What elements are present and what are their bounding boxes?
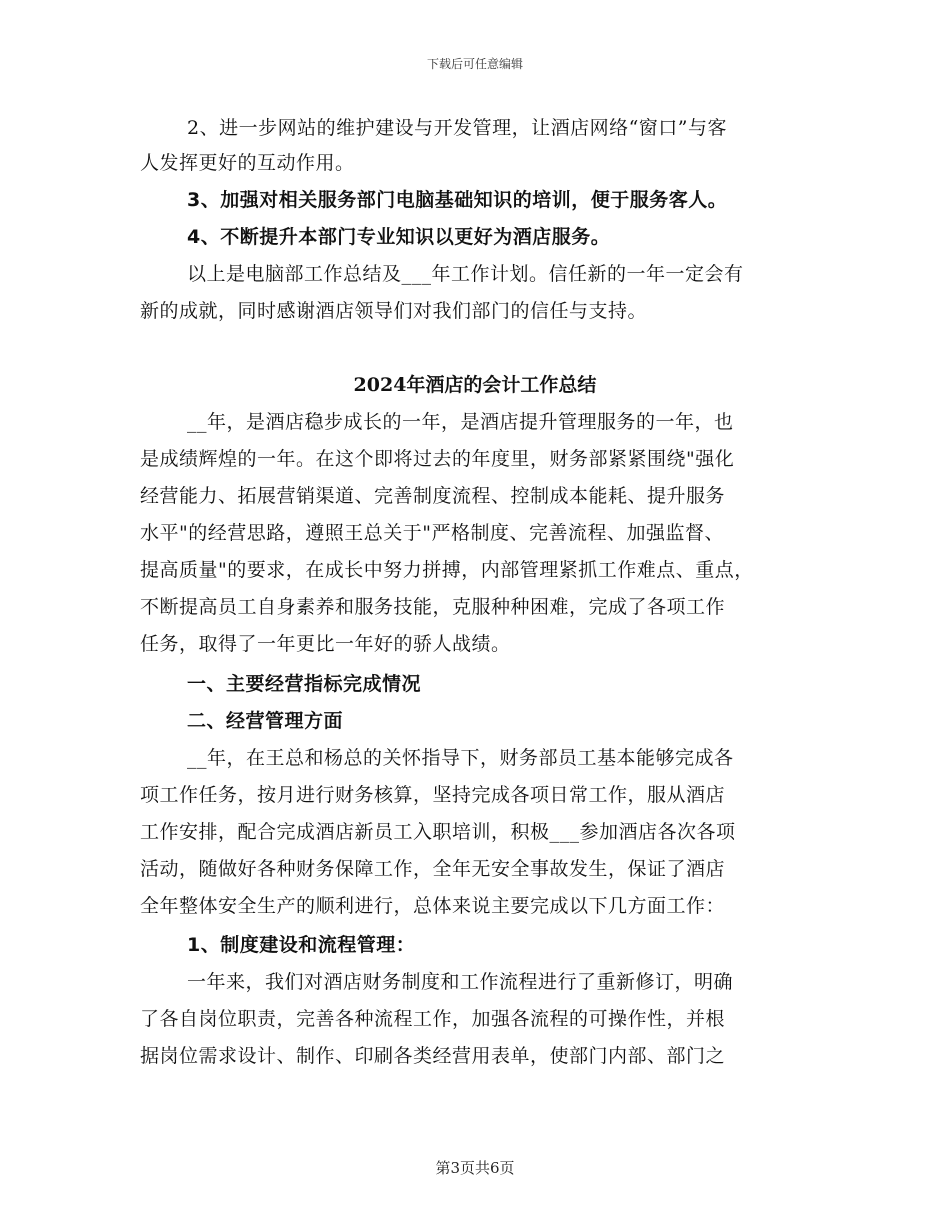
paragraph-line: __年，是酒店稳步成长的一年，是酒店提升管理服务的一年，也	[187, 411, 734, 433]
paragraph-line: 以上是电脑部工作总结及___年工作计划。信任新的一年一定会有	[187, 263, 744, 285]
paragraph-line: 了各自岗位职责，完善各种流程工作，加强各流程的可操作性，并根	[140, 1008, 726, 1030]
paragraph-line: 2、进一步网站的维护建设与开发管理，让酒店网络“窗口”与客	[187, 117, 728, 139]
header-note: 下载后可任意编辑	[426, 57, 523, 71]
paragraph-line: 人发挥更好的互动作用。	[140, 152, 355, 174]
paragraph-line: 活动，随做好各种财务保障工作，全年无安全事故发生，保证了酒店	[140, 858, 726, 880]
paragraph-line: 全年整体安全生产的顺利进行，总体来说主要完成以下几方面工作：	[140, 895, 726, 917]
paragraph-line: 不断提高员工自身素养和服务技能，克服种种困难，完成了各项工作	[140, 596, 726, 618]
page-number: 第3页共6页	[435, 1159, 515, 1177]
paragraph-line: 新的成就，同时感谢酒店领导们对我们部门的信任与支持。	[140, 300, 648, 322]
paragraph-line: 经营能力、拓展营销渠道、完善制度流程、控制成本能耗、提升服务	[140, 485, 726, 507]
paragraph-line: __年，在王总和杨总的关怀指导下，财务部员工基本能够完成各	[187, 747, 734, 769]
paragraph-line: 项工作任务，按月进行财务核算，坚持完成各项日常工作，服从酒店	[140, 784, 726, 806]
paragraph-line: 据岗位需求设计、制作、印刷各类经营用表单，使部门内部、部门之	[140, 1045, 726, 1067]
paragraph-line: 一年来，我们对酒店财务制度和工作流程进行了重新修订，明确	[187, 971, 734, 993]
section-title: 2024年酒店的会计工作总结	[353, 374, 597, 396]
paragraph-line: 工作安排，配合完成酒店新员工入职培训，积极___参加酒店各次各项	[140, 821, 736, 843]
paragraph-line: 任务，取得了一年更比一年好的骄人战绩。	[140, 633, 511, 655]
heading-management: 二、经营管理方面	[187, 710, 344, 732]
list-item-bold: 3、加强对相关服务部门电脑基础知识的培训，便于服务客人。	[187, 189, 728, 211]
heading-main-indicators: 一、主要经营指标完成情况	[187, 673, 422, 695]
list-item-bold: 4、不断提升本部门专业知识以更好为酒店服务。	[187, 226, 611, 248]
heading-system-building: 1、制度建设和流程管理：	[187, 934, 416, 956]
paragraph-line: 水平"的经营思路，遵照王总关于"严格制度、完善流程、加强监督、	[140, 522, 724, 544]
paragraph-line: 是成绩辉煌的一年。在这个即将过去的年度里，财务部紧紧围绕"强化	[140, 448, 735, 470]
paragraph-line: 提高质量"的要求，在成长中努力拼搏，内部管理紧抓工作难点、重点，	[140, 559, 754, 581]
